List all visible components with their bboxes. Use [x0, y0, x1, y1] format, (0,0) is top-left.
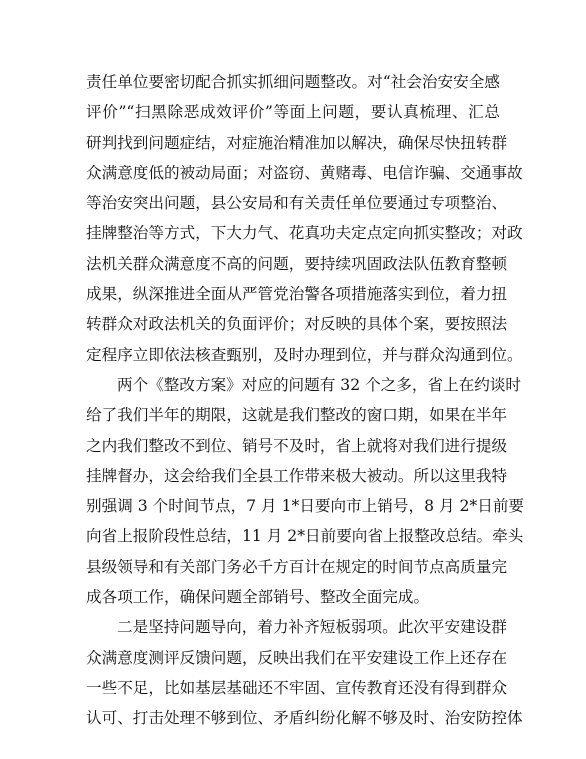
- paragraph-2: [86, 370, 525, 612]
- text-line: 等治安突出问题，县公安局和有关责任单位要通过专项整治、: [86, 194, 508, 213]
- text-line: 向省上报阶段性总结，11 月 2*日前要向省上报整改总结。牵头: [86, 527, 524, 546]
- text-line: 挂牌整治等方式，下大力气、花真功夫定点定向抓实整改；对政: [86, 224, 523, 243]
- text-line: 责任单位要密切配合抓实抓细问题整改。对“社会治安安全感: [86, 73, 500, 91]
- text-line: 研判找到问题症结，对症施治精准加以解决，确保尽快扭转群: [86, 133, 508, 152]
- text-line: 成各项工作，确保问题全部销号、整改全面完成。: [86, 588, 430, 607]
- text-line: 别强调 3 个时间节点，7 月 1*日要向市上销号，8 月 2*日前要: [86, 497, 525, 516]
- text-line: 两个《整改方案》对应的问题有 32 个之多，省上在约谈时: [117, 375, 522, 394]
- text-line: 认可、打击处理不够到位、矛盾纠纷化解不够及时、治安防控体: [86, 709, 523, 728]
- text-line: 挂牌督办，这会给我们全县工作带来极大被动。所以这里我特: [86, 466, 508, 485]
- text-line: 成果，纵深推进全面从严管党治警各项措施落实到位，着力扭: [86, 285, 508, 304]
- text-line: 给了我们半年的期限，这就是我们整改的窗口期，如果在半年: [86, 406, 508, 425]
- text-line: 评价”“扫黑除恶成效评价”等面上问题，要认真梳理、汇总: [86, 103, 500, 122]
- text-line: 一些不足，比如基层基础还不牢固、宣传教育还没有得到群众: [86, 678, 508, 697]
- text-line: 县级领导和有关部门务必千方百计在规定的时间节点高质量完: [86, 557, 508, 576]
- text-line: 转群众对政法机关的负面评价；对反映的具体个案，要按照法: [86, 315, 508, 334]
- text-line: 二是坚持问题导向，着力补齐短板弱项。此次平安建设群: [117, 618, 507, 637]
- text-line: 之内我们整改不到位、销号不及时，省上就将对我们进行提级: [86, 436, 508, 455]
- document-body: [86, 67, 525, 734]
- text-line: 法机关群众满意度不高的问题，要持续巩固政法队伍教育整顿: [86, 254, 508, 273]
- paragraph-1: [86, 67, 523, 370]
- paragraph-3: [86, 612, 523, 733]
- text-line: 众满意度低的被动局面；对盗窃、黄赌毒、电信诈骗、交通事故: [86, 163, 523, 182]
- text-line: 众满意度测评反馈问题，反映出我们在平安建设工作上还存在: [86, 648, 508, 667]
- text-line: 定程序立即依法核查甄别，及时办理到位，并与群众沟通到位。: [86, 345, 523, 364]
